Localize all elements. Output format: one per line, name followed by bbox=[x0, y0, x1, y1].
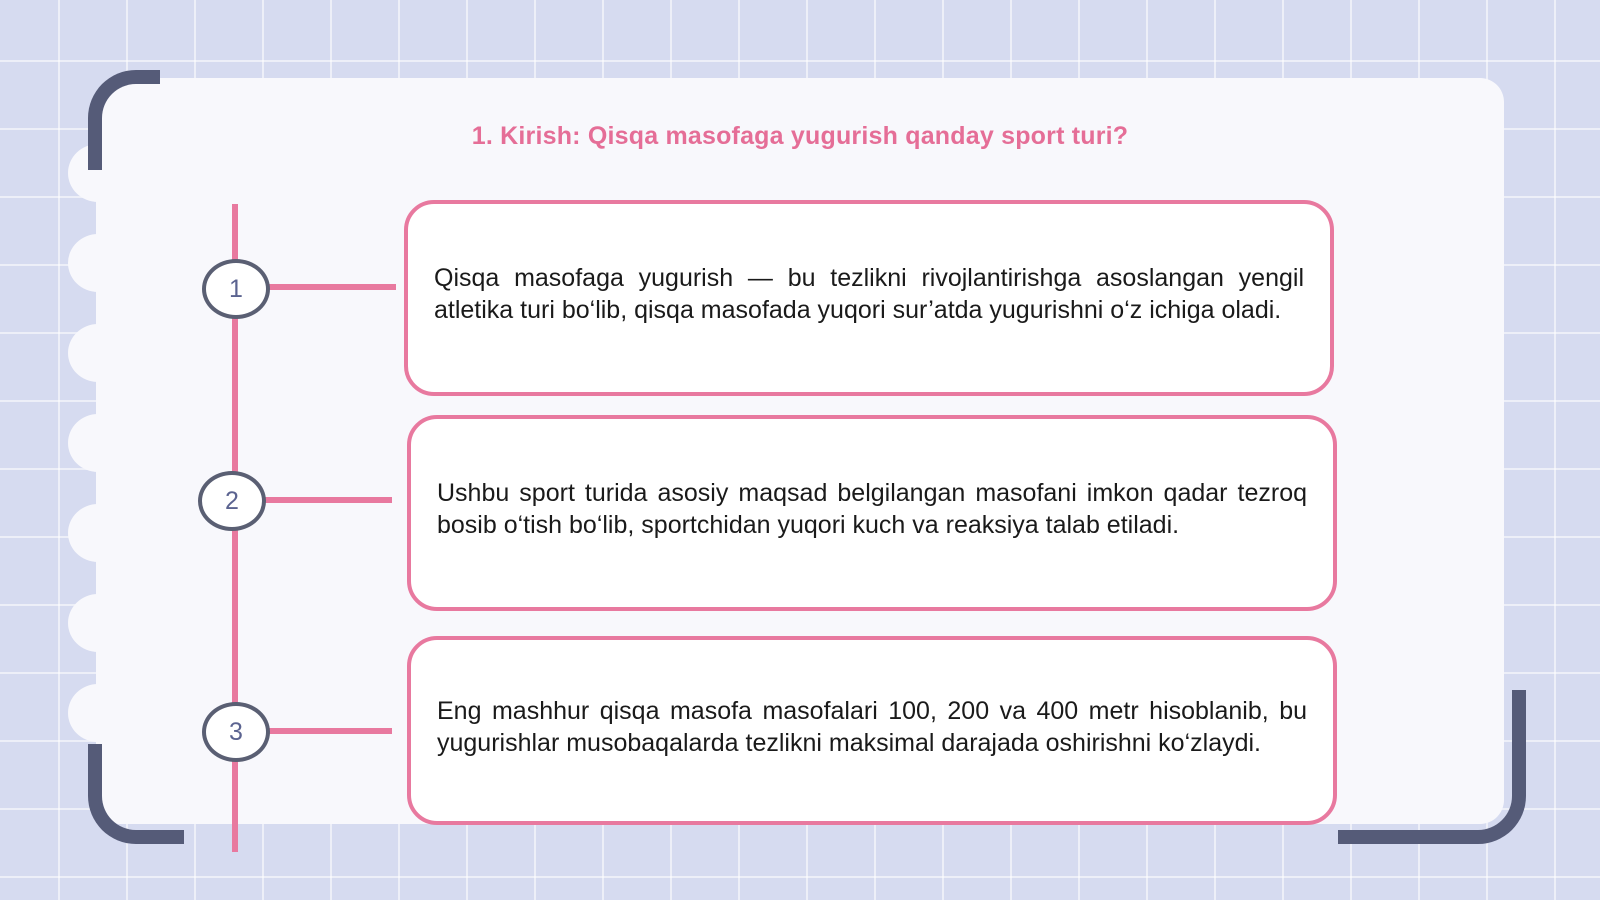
info-text-1: Qisqa masofaga yugurish — bu tezlikni rivojlantirishga asoslangan yengil atletika turi bo‘lib, qisqa masofada yuqori sur’atda yugurishni o‘z ichiga oladi. bbox=[434, 264, 1304, 324]
notebook-edge-bump bbox=[68, 324, 128, 382]
info-box-3 bbox=[407, 636, 1337, 825]
timeline-connector-2 bbox=[262, 497, 392, 503]
step-number-3: 3 bbox=[202, 702, 270, 762]
notebook-edge-bump bbox=[68, 234, 128, 292]
slide-title: 1. Kirish: Qisqa masofaga yugurish qanday sport turi? bbox=[471, 122, 1129, 150]
corner-bracket-bottom-left bbox=[88, 744, 184, 844]
step-number-1: 1 bbox=[202, 259, 270, 319]
notebook-edge-bump bbox=[68, 414, 128, 472]
info-box-2 bbox=[407, 415, 1337, 611]
info-text-3: Eng mashhur qisqa masofa masofalari 100, 200 va 400 metr hisoblanib, bu yugurishlar musobaqalarda tezlikni maksimal darajada oshirishni ko‘zlaydi. bbox=[437, 696, 1307, 757]
info-text-2: Ushbu sport turida asosiy maqsad belgilangan masofani imkon qadar tezroq bosib o‘tish bo‘lib, sportchidan yuqori kuch va reaksiya talab etiladi. bbox=[437, 479, 1307, 539]
notebook-edge-bump bbox=[68, 684, 128, 742]
corner-bracket-top-left bbox=[88, 70, 160, 170]
timeline-connector-1 bbox=[266, 284, 396, 290]
timeline-connector-3 bbox=[266, 728, 392, 734]
notebook-edge-bump bbox=[68, 504, 128, 562]
notebook-edge-bump bbox=[68, 594, 128, 652]
corner-bracket-bottom-right bbox=[1338, 690, 1526, 844]
info-box-1 bbox=[404, 200, 1334, 396]
step-number-2: 2 bbox=[198, 471, 266, 531]
